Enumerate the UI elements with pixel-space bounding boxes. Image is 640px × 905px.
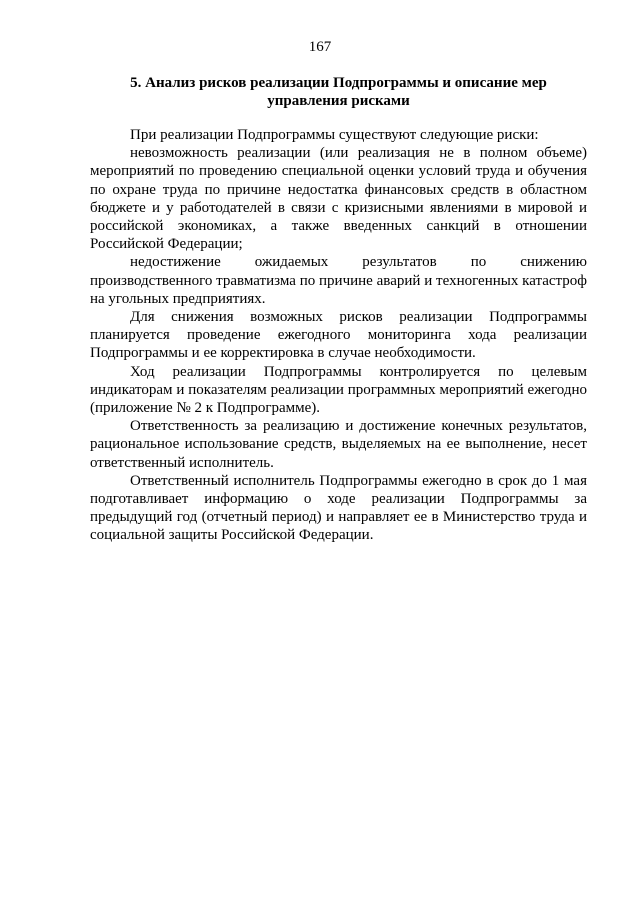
paragraph-risk-funding: невозможность реализации (или реализация не в полном объеме) мероприятий по проведению специальной оценки условий труда и обучения по охране труда по причине недостатка финансовых средств в областном бюджете и у работодателей в связи с кризисными явлениями в мировой и российской экономиках, а также введенных санкций в отношении Российской Федерации; bbox=[90, 145, 587, 253]
paragraph-reporting: Ответственный исполнитель Подпрограммы ежегодно в срок до 1 мая подготавливает информацию о ходе реализации Подпрограммы за предыдущий год (отчетный период) и направляет ее в Министерство труда и социальной защиты Российской Федерации. bbox=[90, 472, 587, 544]
page-number: 167 bbox=[308, 39, 332, 55]
paragraph-risk-injury: недостижение ожидаемых результатов по снижению производственного травматизма по причине аварий и техногенных катастроф на угольных предприятиях. bbox=[90, 254, 587, 307]
section-heading: 5. Анализ рисков реализации Подпрограммы и описание мер управления рисками bbox=[130, 75, 547, 109]
paragraph-responsibility: Ответственность за реализацию и достижение конечных результатов, рациональное использование средств, выделяемых на ее выполнение, несет ответственный исполнитель. bbox=[90, 418, 587, 471]
paragraph-intro: При реализации Подпрограммы существуют следующие риски: bbox=[130, 127, 539, 143]
document-body bbox=[90, 126, 587, 545]
paragraph-control: Ход реализации Подпрограммы контролируется по целевым индикаторам и показателям реализации программных мероприятий ежегодно (приложение № 2 к Подпрограмме). bbox=[90, 363, 587, 417]
paragraph-monitoring: Для снижения возможных рисков реализации Подпрограммы планируется проведение ежегодного мониторинга хода реализации Подпрограммы и ее корректировка в случае необходимости. bbox=[90, 309, 587, 362]
